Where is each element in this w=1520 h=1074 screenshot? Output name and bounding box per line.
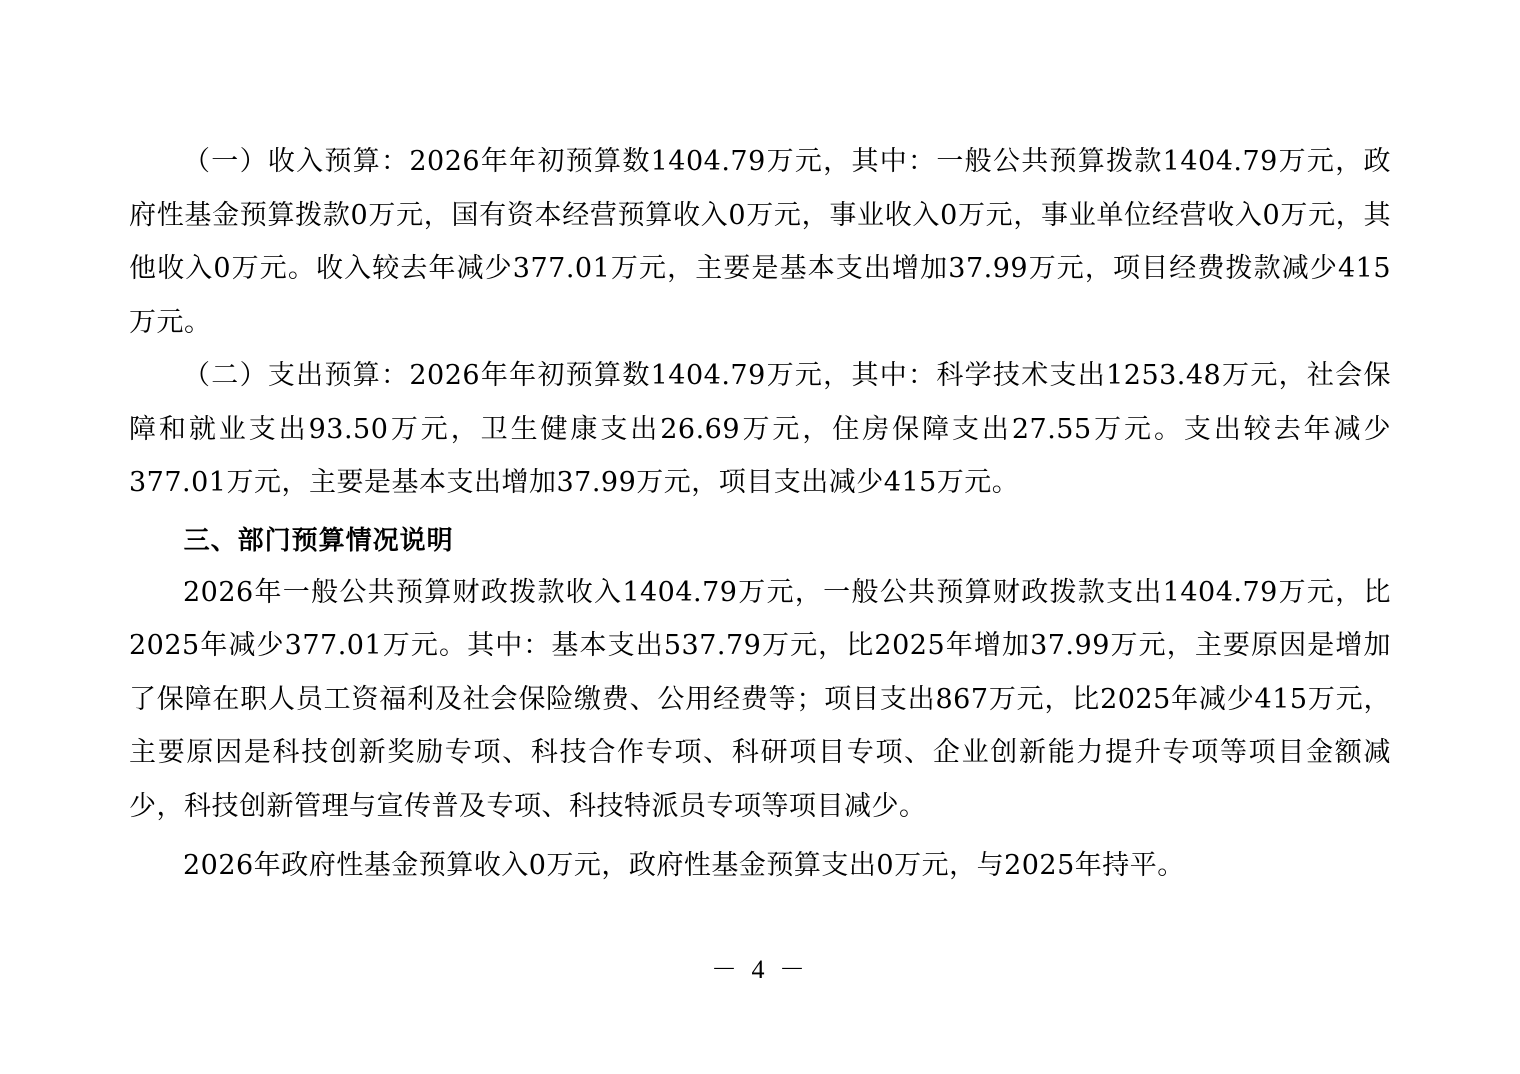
paragraph-general-public-budget: 2026年一般公共预算财政拨款收入1404.79万元，一般公共预算财政拨款支出1404.79万元，比2025年减少377.01万元。其中：基本支出537.79万元，比2025年增加37.99万元，主要原因是增加了保障在职人员工资福利及社会保险缴费、公用经费等；项目支出867万元，比2025年减少415万元，主要原因是科技创新奖励专项、科技合作专项、科研项目专项、企业创新能力提升专项等项目金额减少，科技创新管理与宣传普及专项、科技特派员专项等项目减少。 bbox=[129, 576, 1391, 822]
document-page bbox=[129, 135, 1391, 893]
paragraph-government-fund-budget: 2026年政府性基金预算收入0万元，政府性基金预算支出0万元，与2025年持平。 bbox=[183, 850, 1185, 881]
paragraph-expenditure-budget: （二）支出预算：2026年年初预算数1404.79万元，其中：科学技术支出1253.48万元，社会保障和就业支出93.50万元，卫生健康支出26.69万元，住房保障支出27.55万元。支出较去年减少377.01万元，主要是基本支出增加37.99万元，项目支出减少415万元。 bbox=[129, 360, 1391, 498]
section-heading: 三、部门预算情况说明 bbox=[183, 525, 454, 556]
paragraph-income-budget: （一）收入预算：2026年年初预算数1404.79万元，其中：一般公共预算拨款1404.79万元，政府性基金预算拨款0万元，国有资本经营预算收入0万元，事业收入0万元，事业单位经营收入0万元，其他收入0万元。收入较去年减少377.01万元，主要是基本支出增加37.99万元，项目经费拨款减少415万元。 bbox=[129, 146, 1391, 338]
page-number: － 4 － bbox=[710, 955, 809, 984]
